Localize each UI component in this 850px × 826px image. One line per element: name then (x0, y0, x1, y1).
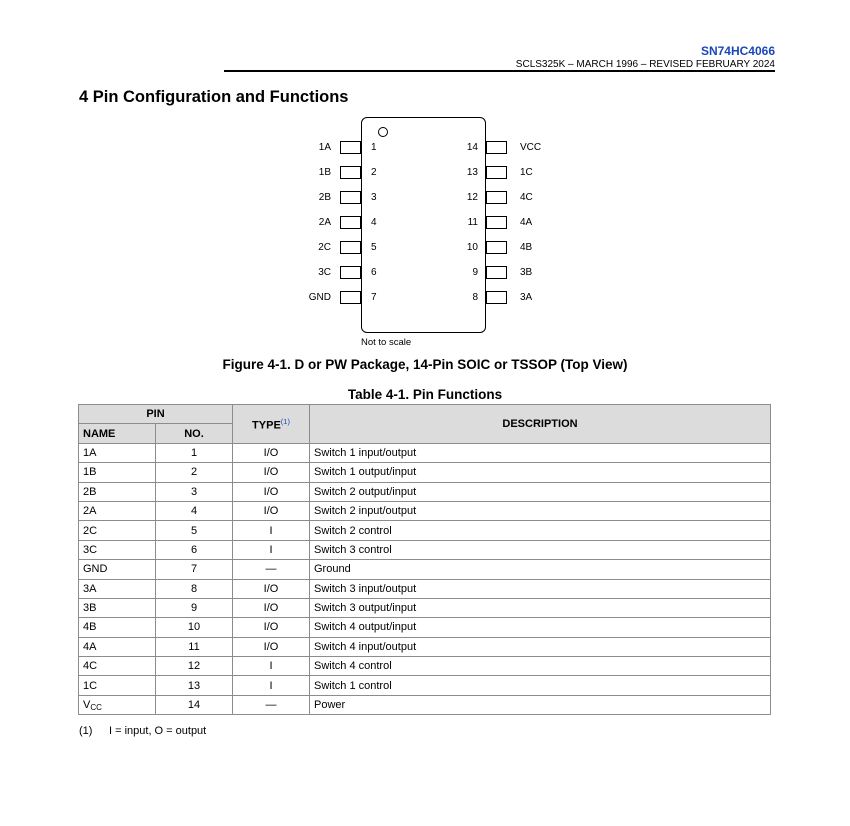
pin-lead (340, 191, 361, 204)
right-pin (448, 166, 548, 180)
pin-number: 10 (466, 242, 478, 253)
pin-type-cell: I/O (233, 501, 310, 520)
pin-name-cell: 2B (79, 482, 156, 501)
pin-label: 1A (318, 142, 331, 153)
pin-number: 12 (466, 192, 478, 203)
table-row (79, 657, 771, 676)
figure-caption: Figure 4-1. D or PW Package, 14-Pin SOIC or TSSOP (Top View) (222, 357, 628, 372)
pin-name-cell: 1A (79, 443, 156, 462)
pin-description-cell: Switch 4 input/output (310, 637, 771, 656)
footnote (79, 725, 206, 737)
pin-description-cell: Switch 4 control (310, 657, 771, 676)
pin-label: 4A (520, 217, 533, 228)
left-pin (308, 266, 398, 280)
pin-lead (340, 166, 361, 179)
pin-label: 4B (520, 242, 533, 253)
pin-label: 2B (318, 192, 331, 203)
pin-name-cell: 2A (79, 501, 156, 520)
header-rule (224, 70, 775, 72)
left-pin (308, 166, 398, 180)
package-diagram (308, 116, 548, 348)
pin-number-cell: 1 (156, 443, 233, 462)
pin-type-cell: I/O (233, 598, 310, 617)
left-pin (308, 191, 398, 205)
pin-group-header: PIN (79, 405, 233, 424)
pin-lead (486, 241, 507, 254)
table-row (79, 579, 771, 598)
pin-name-cell: GND (79, 560, 156, 579)
pin-number: 7 (371, 292, 377, 303)
pin-label: 3C (318, 267, 331, 278)
table-row (79, 560, 771, 579)
pin-description-cell: Switch 1 input/output (310, 443, 771, 462)
pin-description-cell: Switch 2 control (310, 521, 771, 540)
type-header (233, 405, 310, 444)
pin-type-cell: I/O (233, 618, 310, 637)
pin-lead (340, 266, 361, 279)
pin-lead (340, 216, 361, 229)
pin-number: 14 (466, 142, 478, 153)
pin-description-cell: Switch 1 control (310, 676, 771, 695)
right-pin (448, 216, 548, 230)
pin-description-cell: Switch 3 output/input (310, 598, 771, 617)
pin-type-cell: I/O (233, 579, 310, 598)
pin-number-cell: 9 (156, 598, 233, 617)
pin-name-cell: 3C (79, 540, 156, 559)
name-header: NAME (79, 424, 156, 443)
pin-number-cell: 7 (156, 560, 233, 579)
table-row (79, 501, 771, 520)
right-pin (448, 141, 548, 155)
pin-number-cell: 13 (156, 676, 233, 695)
no-header: NO. (156, 424, 233, 443)
pin-description-cell: Switch 2 input/output (310, 501, 771, 520)
pin-number-cell: 4 (156, 501, 233, 520)
pin-lead (340, 241, 361, 254)
left-pin (308, 241, 398, 255)
pin-name-cell: 1C (79, 676, 156, 695)
pin-type-cell: I/O (233, 637, 310, 656)
pin-name-cell: 4C (79, 657, 156, 676)
pin-type-cell: I/O (233, 463, 310, 482)
pin-lead (486, 166, 507, 179)
pin-label: 3B (520, 267, 533, 278)
pin-label: 4C (520, 192, 533, 203)
pin-description-cell: Switch 4 output/input (310, 618, 771, 637)
pin-label: 2C (318, 242, 331, 253)
section-title: 4 Pin Configuration and Functions (79, 88, 349, 106)
left-pin (308, 291, 398, 305)
pin-number-cell: 6 (156, 540, 233, 559)
pin-description-cell: Switch 3 control (310, 540, 771, 559)
pin-name-cell: 2C (79, 521, 156, 540)
pin-number-cell: 5 (156, 521, 233, 540)
pin-number: 6 (371, 267, 377, 278)
footnote-text: I = input, O = output (109, 725, 207, 737)
pin-type-cell: I (233, 676, 310, 695)
pin-number: 8 (472, 292, 478, 303)
pin-description-cell: Ground (310, 560, 771, 579)
pin-lead (486, 141, 507, 154)
pin-name-cell: 1B (79, 463, 156, 482)
pin-name-cell: 3A (79, 579, 156, 598)
document-title: SN74HC4066 (700, 44, 775, 58)
pin-number: 4 (371, 217, 377, 228)
pin-lead (340, 291, 361, 304)
vcc-subscript: CC (90, 702, 102, 712)
pin-label: 1C (520, 167, 533, 178)
pin1-indicator (378, 127, 388, 137)
pin-type-cell: I (233, 540, 310, 559)
pin-label: GND (308, 292, 331, 303)
pin-description-cell: Switch 3 input/output (310, 579, 771, 598)
pin-number: 5 (371, 242, 377, 253)
not-to-scale-note: Not to scale (361, 337, 412, 348)
pin-number: 3 (371, 192, 377, 203)
table-row (79, 637, 771, 656)
table-row (79, 676, 771, 695)
pin-name-cell: 4B (79, 618, 156, 637)
pin-functions-table (78, 404, 771, 715)
table-row (79, 443, 771, 462)
pin-lead (486, 266, 507, 279)
table-row (79, 598, 771, 617)
footnote-mark: (1) (79, 725, 93, 737)
pin-number-cell: 10 (156, 618, 233, 637)
vcc-main: V (83, 698, 91, 711)
table-row (79, 463, 771, 482)
type-footnote-ref[interactable]: (1) (280, 416, 290, 426)
pin-number-cell: 3 (156, 482, 233, 501)
pin-type-cell: I (233, 521, 310, 540)
pin-lead (486, 291, 507, 304)
pin-number-cell: 12 (156, 657, 233, 676)
table-row (79, 482, 771, 501)
pin-lead (486, 216, 507, 229)
table-row (79, 695, 771, 714)
pin-name-cell: 3B (79, 598, 156, 617)
pin-number-cell: 2 (156, 463, 233, 482)
pin-number-cell: 11 (156, 637, 233, 656)
pin-type-cell: I/O (233, 482, 310, 501)
pin-number: 11 (467, 217, 478, 228)
right-pin (448, 191, 548, 205)
pin-type-cell: — (233, 695, 310, 714)
left-pin (308, 216, 398, 230)
type-header-label: TYPE (252, 419, 281, 432)
right-pin (448, 291, 548, 305)
pin-name-cell: 4A (79, 637, 156, 656)
pin-description-cell: Switch 2 output/input (310, 482, 771, 501)
pin-number: 9 (472, 267, 478, 278)
revision-line: SCLS325K – MARCH 1996 – REVISED FEBRUARY 2024 (515, 59, 775, 70)
pin-number: 1 (371, 142, 377, 153)
pin-description-cell: Power (310, 695, 771, 714)
pin-label: 2A (318, 217, 331, 228)
description-header: DESCRIPTION (310, 405, 771, 444)
table-row (79, 521, 771, 540)
pin-label: VCC (520, 142, 542, 153)
pin-type-cell: — (233, 560, 310, 579)
pin-label: 3A (520, 292, 533, 303)
pin-lead (486, 191, 507, 204)
table-row (79, 540, 771, 559)
pin-type-cell: I/O (233, 443, 310, 462)
right-pin (448, 266, 548, 280)
left-pin (308, 141, 398, 155)
pin-type-cell: I (233, 657, 310, 676)
table-caption: Table 4-1. Pin Functions (347, 387, 503, 402)
pin-lead (340, 141, 361, 154)
pin-number: 13 (466, 167, 478, 178)
pin-number-cell: 8 (156, 579, 233, 598)
pin-number: 2 (371, 167, 377, 178)
pin-name-cell (79, 695, 156, 714)
right-pin (448, 241, 548, 255)
pin-label: 1B (318, 167, 331, 178)
table-row (79, 618, 771, 637)
pin-number-cell: 14 (156, 695, 233, 714)
pin-description-cell: Switch 1 output/input (310, 463, 771, 482)
